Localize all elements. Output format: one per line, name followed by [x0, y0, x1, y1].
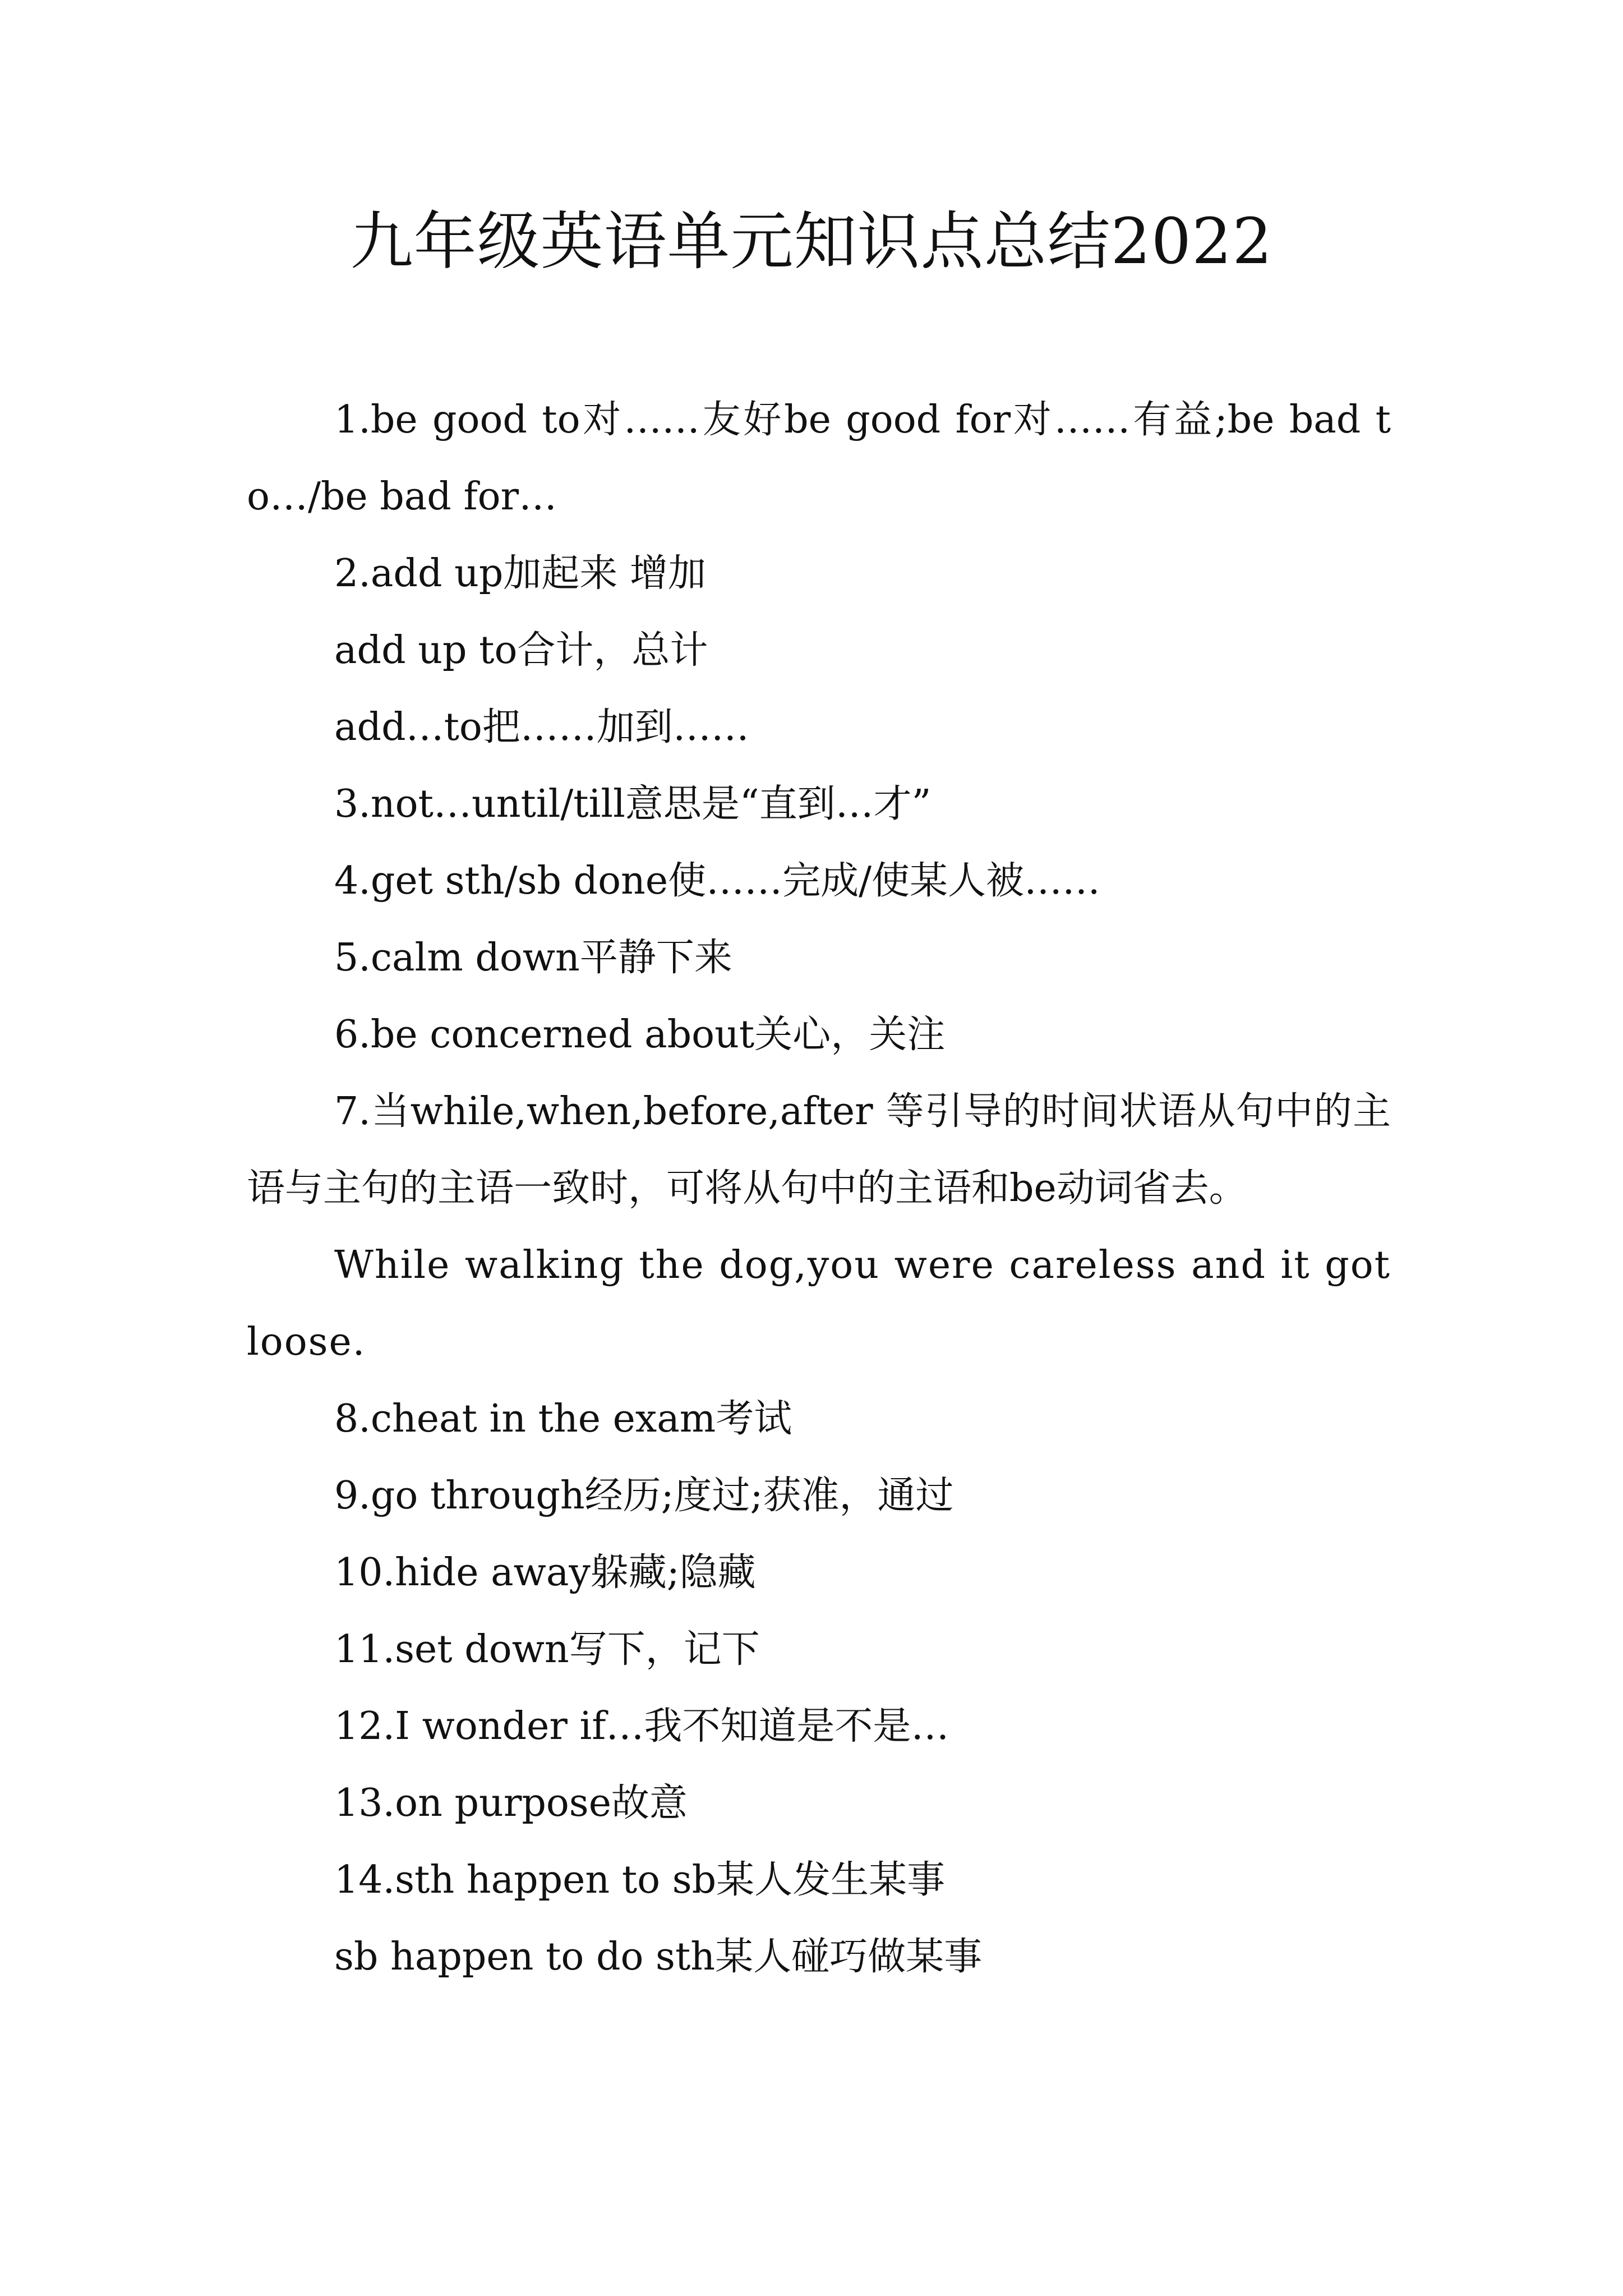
list-item: 8.cheat in the exam考试: [334, 1397, 792, 1441]
list-item: 6.be concerned about关心，关注: [334, 1013, 946, 1057]
list-item: sb happen to do sth某人碰巧做某事: [334, 1935, 983, 1979]
list-item: 4.get sth/sb done使……完成/使某人被……: [334, 859, 1100, 903]
list-item: 7.当while,when,before,after 等引导的时间状语从句中的主语与主句的主语一致时，可将从句中的主语和be动词省去。: [247, 1089, 1391, 1211]
example-sentence: While walking the dog,you were careless and it got loose.: [247, 1243, 1391, 1364]
list-item: 11.set down写下，记下: [334, 1627, 760, 1672]
list-item: 12.I wonder if…我不知道是不是…: [334, 1704, 949, 1749]
document-body: [247, 381, 1391, 1995]
list-item: 5.calm down平静下来: [334, 936, 732, 980]
list-item: 14.sth happen to sb某人发生某事: [334, 1858, 946, 1902]
list-item: 10.hide away躲藏;隐藏: [334, 1550, 756, 1595]
list-item: add up to合计，总计: [334, 628, 708, 673]
list-item: 1.be good to对……友好be good for对……有益;be bad to…/be bad for…: [247, 398, 1391, 519]
list-item: 13.on purpose故意: [334, 1781, 688, 1825]
page-title: 九年级英语单元知识点总结2022: [350, 205, 1273, 278]
list-item: 9.go through经历;度过;获准，通过: [334, 1474, 954, 1518]
list-item: 2.add up加起来 增加: [334, 551, 707, 596]
list-item: 3.not…until/till意思是“直到…才”: [334, 782, 932, 826]
list-item: add…to把……加到……: [334, 705, 749, 749]
